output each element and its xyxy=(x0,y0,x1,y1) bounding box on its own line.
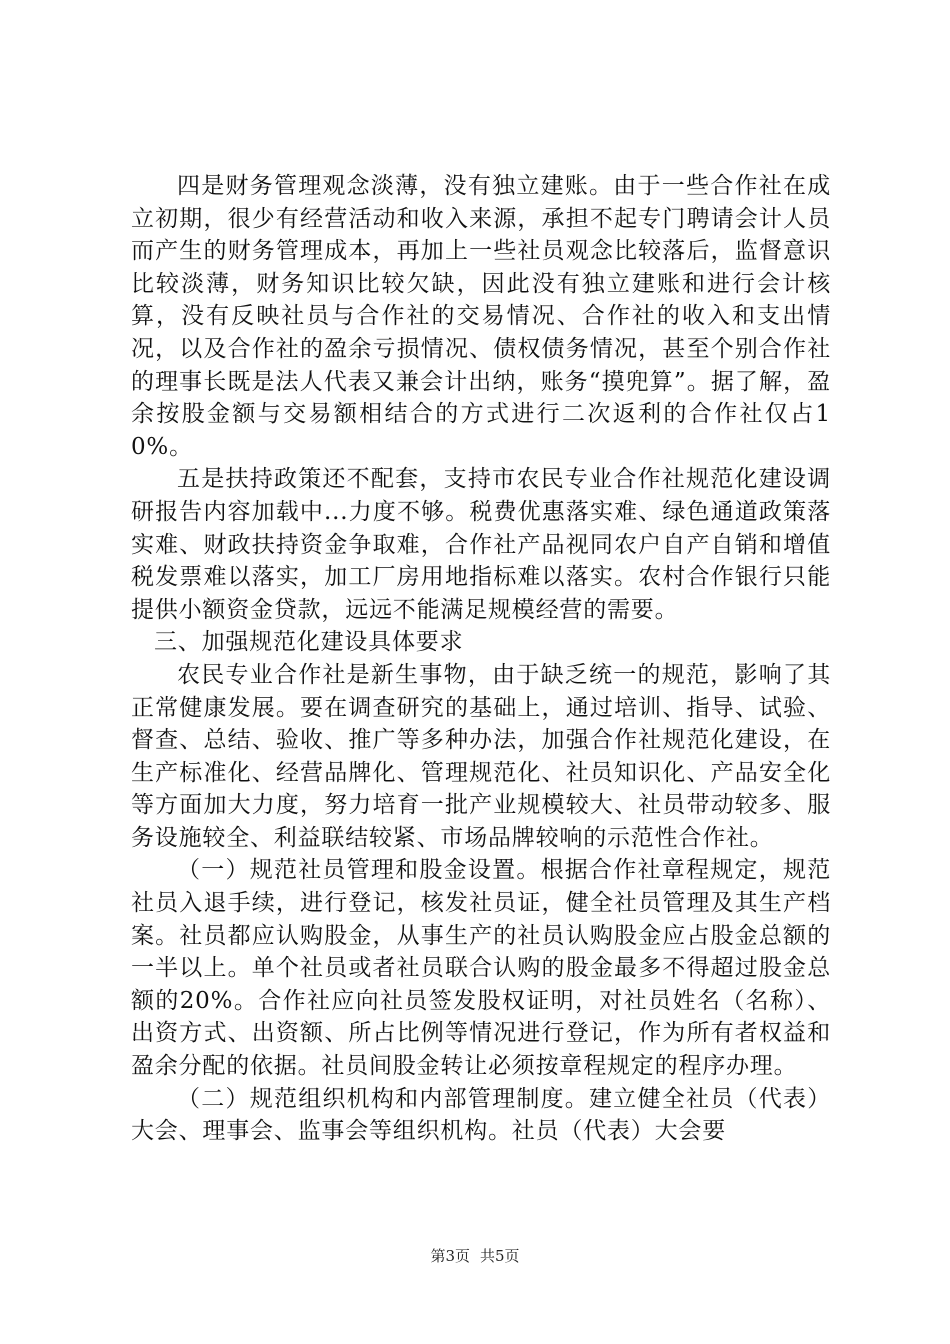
section-heading-requirements: 三、加强规范化建设具体要求 xyxy=(154,629,464,656)
paragraph-member-management: （一）规范社员管理和股金设置。根据合作社章程规定，规范社员入退手续，进行登记，核发社员证，健全社员管理及其生产档案。社员都应认购股金，从事生产的社员认购股金应占股金总额的一半以上。单个社员或者社员联合认购的股金最多不得超过股金总额的20%。合作社应向社员签发股权证明，对社员姓名（名称）、出资方式、出资额、所占比例等情况进行登记，作为所有者权益和盈余分配的依据。社员间股金转让必须按章程规定的程序办理。 xyxy=(131,857,831,1080)
paragraph-organization-structure: （二）规范组织机构和内部管理制度。建立健全社员（代表）大会、理事会、监事会等组织机构。社员（代表）大会要 xyxy=(131,1085,831,1145)
page-footer xyxy=(0,1245,950,1266)
paragraph-support-policy: 五是扶持政策还不配套，支持市农民专业合作社规范化建设调研报告内容加载中...力度不够。税费优惠落实难、绿色通道政策落实难、财政扶持资金争取难，合作社产品视同农户自产自销和增值税发票难以落实，加工厂房用地指标难以落实。农村合作银行只能提供小额资金贷款，远远不能满足规模经营的需要。 xyxy=(131,466,831,623)
document-body xyxy=(131,170,831,1148)
page-total: 共5页 xyxy=(480,1247,520,1265)
paragraph-finance-management: 四是财务管理观念淡薄，没有独立建账。由于一些合作社在成立初期，很少有经营活动和收入来源，承担不起专门聘请会计人员而产生的财务管理成本，再加上一些社员观念比较落后，监督意识比较淡薄，财务知识比较欠缺，因此没有独立建账和进行会计核算，没有反映社员与合作社的交易情况、合作社的收入和支出情况，以及合作社的盈余亏损情况、债权债务情况，甚至个别合作社的理事长既是法人代表又兼会计出纳，账务“摸兜算”。据了解，盈余按股金额与交易额相结合的方式进行二次返利的合作社仅占10%。 xyxy=(131,173,831,460)
page-number: 第3页 xyxy=(430,1247,470,1265)
paragraph-cooperative-overview: 农民专业合作社是新生事物，由于缺乏统一的规范，影响了其正常健康发展。要在调查研究的基础上，通过培训、指导、试验、督查、总结、验收、推广等多种办法，加强合作社规范化建设，在生产标准化、经营品牌化、管理规范化、社员知识化、产品安全化等方面加大力度，努力培育一批产业规模较大、社员带动较多、服务设施较全、利益联结较紧、市场品牌较响的示范性合作社。 xyxy=(131,661,831,851)
